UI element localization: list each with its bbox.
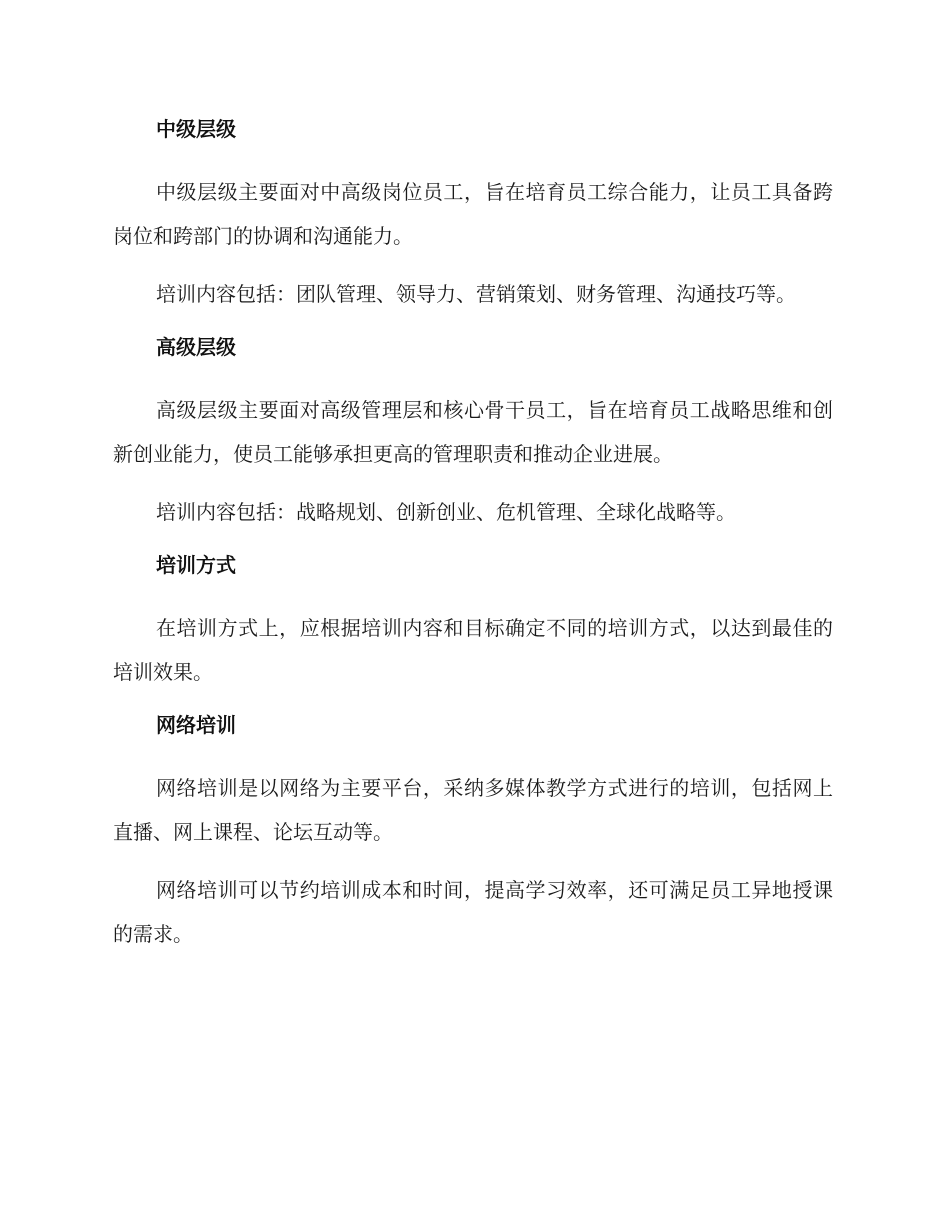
- section-heading: 培训方式: [156, 553, 236, 577]
- section-paragraph: 网络培训可以节约培训成本和时间，提高学习效率，还可满足员工异地授课的需求。: [113, 878, 833, 946]
- section-paragraph: 培训内容包括：团队管理、领导力、营销策划、财务管理、沟通技巧等。: [156, 282, 796, 306]
- section-paragraph: 培训内容包括：战略规划、创新创业、危机管理、全球化战略等。: [156, 500, 736, 524]
- section-heading: 中级层级: [156, 117, 236, 141]
- section-heading: 高级层级: [156, 335, 236, 359]
- section-paragraph: 网络培训是以网络为主要平台，采纳多媒体教学方式进行的培训，包括网上直播、网上课程、论坛互动等。: [113, 776, 833, 844]
- section-heading: 网络培训: [156, 713, 236, 737]
- section-paragraph: 高级层级主要面对高级管理层和核心骨干员工，旨在培育员工战略思维和创新创业能力，使员工能够承担更高的管理职责和推动企业进展。: [113, 398, 833, 466]
- section-paragraph: 在培训方式上，应根据培训内容和目标确定不同的培训方式，以达到最佳的培训效果。: [113, 616, 833, 684]
- section-paragraph: 中级层级主要面对中高级岗位员工，旨在培育员工综合能力，让员工具备跨岗位和跨部门的协调和沟通能力。: [113, 180, 833, 248]
- document-body: [113, 112, 833, 970]
